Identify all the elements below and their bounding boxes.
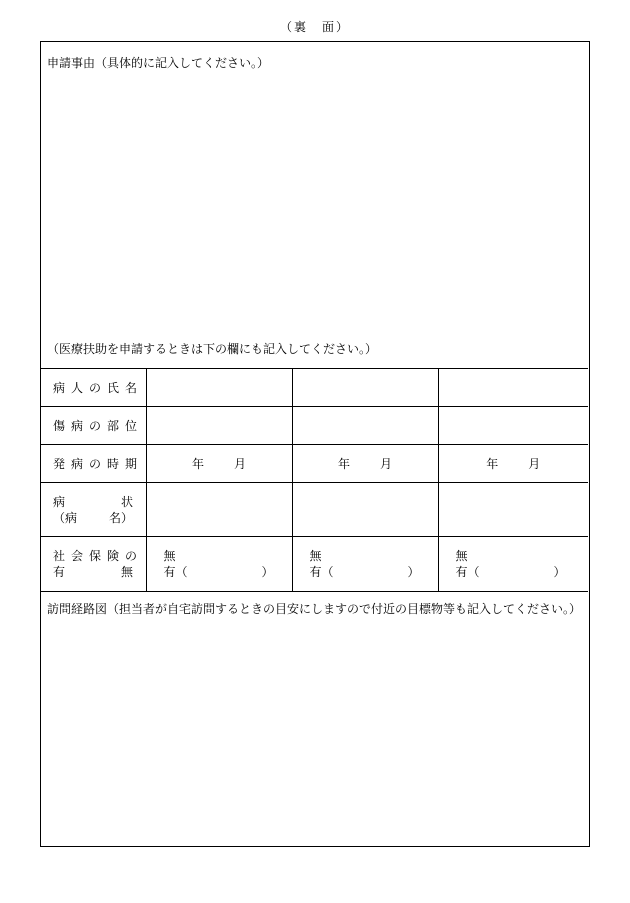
visit-route-label: 訪問経路図（担当者が自宅訪問するときの目安にしますので付近の目標物等も記入してください。） [47, 602, 582, 616]
patient-name-label: 病人の氏名 [41, 369, 146, 407]
injury-part-cell-3[interactable] [438, 407, 588, 445]
onset-cell-1[interactable]: 年 月 [146, 445, 292, 483]
injury-part-cell-1[interactable] [146, 407, 292, 445]
symptom-cell-3[interactable] [438, 483, 588, 537]
patient-name-cell-2[interactable] [292, 369, 438, 407]
onset-label: 発病の時期 [41, 445, 146, 483]
medical-aid-table [41, 368, 588, 592]
injury-part-cell-2[interactable] [292, 407, 438, 445]
form-frame [40, 41, 590, 847]
onset-cell-2[interactable]: 年 月 [292, 445, 438, 483]
insurance-cell-3[interactable]: 無 有（ ） [438, 537, 588, 592]
page-title: （裏 面） [279, 20, 350, 34]
medical-aid-note: （医療扶助を申請するときは下の欄にも記入してください。） [47, 342, 378, 356]
patient-name-cell-3[interactable] [438, 369, 588, 407]
insurance-label: 社会保険の 有 無 [41, 537, 146, 592]
reason-label: 申請事由（具体的に記入してください。） [47, 56, 270, 70]
symptom-cell-1[interactable] [146, 483, 292, 537]
symptom-cell-2[interactable] [292, 483, 438, 537]
injury-part-label: 傷病の部位 [41, 407, 146, 445]
insurance-cell-1[interactable]: 無 有（ ） [146, 537, 292, 592]
onset-cell-3[interactable]: 年 月 [438, 445, 588, 483]
patient-name-cell-1[interactable] [146, 369, 292, 407]
insurance-cell-2[interactable]: 無 有（ ） [292, 537, 438, 592]
symptom-label: 病 状 （病 名） [41, 483, 146, 537]
